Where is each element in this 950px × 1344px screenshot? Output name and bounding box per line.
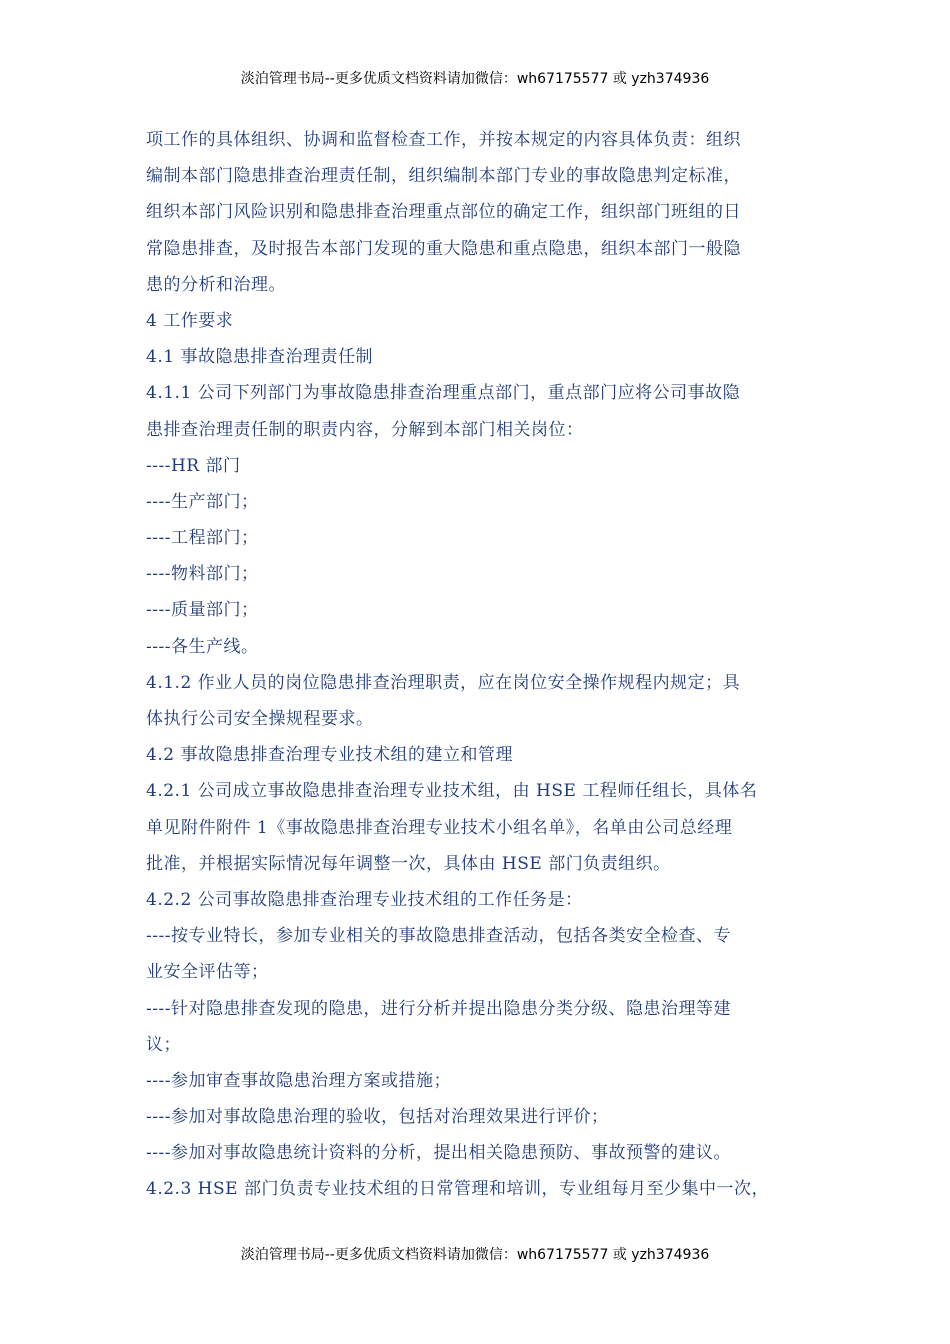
- list-item: ----质量部门；: [146, 600, 259, 621]
- body-line: 患排查治理责任制的职责内容，分解到本部门相关岗位：: [146, 419, 584, 440]
- body-line: 4.1.1 公司下列部门为事故隐患排查治理重点部门，重点部门应将公司事故隐: [146, 383, 741, 404]
- body-line: 项工作的具体组织、协调和监督检查工作，并按本规定的内容具体负责：组织: [146, 130, 741, 150]
- body-line: 患的分析和治理。: [146, 274, 286, 295]
- list-item: ----针对隐患排查发现的隐患，进行分析并提出隐患分类分级、隐患治理等建: [146, 998, 731, 1019]
- list-item: ----物料部门；: [146, 564, 259, 585]
- list-item: 议；: [146, 1034, 181, 1055]
- list-item: ----生产部门；: [146, 491, 259, 512]
- page-footer: 淡泊管理书局--更多优质文档资料请加微信：wh67175577 或 yzh374936: [240, 1247, 710, 1263]
- body-line: 体执行公司安全操规程要求。: [146, 709, 374, 729]
- body-line: 单见附件附件 1《事故隐患排查治理专业技术小组名单》，名单由公司总经理: [146, 817, 733, 838]
- section-heading: 4 工作要求: [146, 310, 234, 331]
- body-line: 编制本部门隐患排查治理责任制，组织编制本部门专业的事故隐患判定标准，: [146, 166, 741, 187]
- list-item: ----参加对事故隐患统计资料的分析，提出相关隐患预防、事故预警的建议。: [146, 1143, 731, 1164]
- list-item: ----按专业特长，参加专业相关的事故隐患排查活动，包括各类安全检查、专: [146, 926, 731, 947]
- section-heading: 4.2 事故隐患排查治理专业技术组的建立和管理: [146, 745, 513, 766]
- body-line: 批准，并根据实际情况每年调整一次，具体由 HSE 部门负责组织。: [146, 853, 671, 874]
- list-item: ----参加审查事故隐患治理方案或措施；: [146, 1070, 451, 1091]
- body-line: 4.1.2 作业人员的岗位隐患排查治理职责，应在岗位安全操作规程内规定；具: [146, 672, 741, 693]
- body-line: 4.2.3 HSE 部门负责专业技术组的日常管理和培训，专业组每月至少集中一次，: [146, 1179, 769, 1200]
- page-header: 淡泊管理书局--更多优质文档资料请加微信：wh67175577 或 yzh374936: [240, 71, 710, 87]
- list-item: 业安全评估等；: [146, 962, 269, 983]
- list-item: ----参加对事故隐患治理的验收，包括对治理效果进行评价；: [146, 1107, 609, 1128]
- body-line: 常隐患排查，及时报告本部门发现的重大隐患和重点隐患，组织本部门一般隐: [146, 238, 741, 259]
- list-item: ----工程部门；: [146, 528, 259, 549]
- list-item: ----各生产线。: [146, 636, 259, 657]
- section-heading: 4.1 事故隐患排查治理责任制: [146, 347, 373, 368]
- body-line: 4.2.1 公司成立事故隐患排查治理专业技术组，由 HSE 工程师任组长，具体名: [146, 781, 758, 802]
- body-line: 4.2.2 公司事故隐患排查治理专业技术组的工作任务是：: [146, 889, 583, 910]
- list-item: ----HR 部门: [146, 455, 241, 476]
- body-line: 组织本部门风险识别和隐患排查治理重点部位的确定工作，组织部门班组的日: [146, 202, 741, 223]
- document-body: [146, 122, 816, 1208]
